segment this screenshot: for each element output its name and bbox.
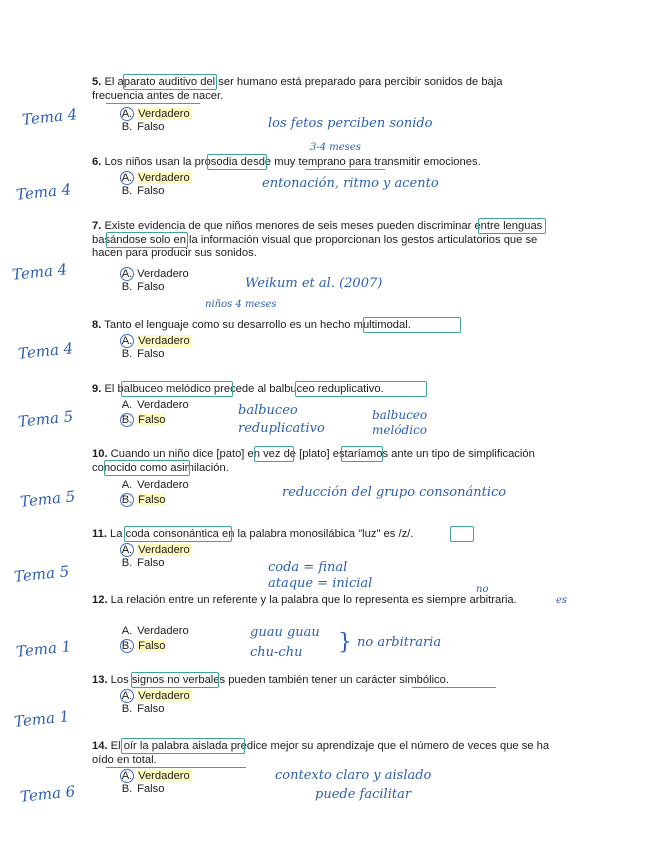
option-label: Verdadero (138, 335, 190, 347)
option-b[interactable] (120, 281, 164, 294)
option-label: Verdadero (137, 268, 189, 280)
question-number: 6. (92, 156, 102, 168)
question-text: Tanto el lenguaje como su desarrollo es un hecho multimodal. (104, 319, 411, 331)
option-label: Falso (137, 783, 165, 795)
option-label: Verdadero (138, 108, 190, 120)
option-b[interactable] (120, 413, 166, 427)
option-letter: A. (121, 108, 133, 120)
brace-icon: } (338, 630, 352, 655)
question-6 (92, 156, 554, 170)
handwritten-note: chu-chu (250, 645, 303, 660)
option-label: Verdadero (137, 479, 189, 491)
question-number: 12. (92, 594, 108, 606)
option-label: Verdadero (138, 172, 190, 184)
option-label: Falso (137, 185, 165, 197)
option-b[interactable] (120, 557, 164, 570)
handwritten-note: contexto claro y aislado (275, 768, 432, 783)
option-letter: A. (121, 399, 133, 411)
question-text: El aparato auditivo del ser humano está preparado para percibir sonidos de baja frecuencia antes de nacer. (92, 76, 503, 102)
question-number: 9. (92, 383, 102, 395)
option-label: Falso (137, 281, 165, 293)
tema-label: Tema 4 (21, 105, 78, 129)
tema-label: Tema 1 (13, 707, 70, 731)
question-number: 5. (92, 76, 102, 88)
question-9 (92, 383, 554, 397)
option-letter: B. (121, 783, 133, 795)
option-letter: B. (121, 121, 133, 133)
tema-label: Tema 5 (17, 407, 74, 431)
option-label: Falso (137, 557, 165, 569)
option-letter: A. (121, 690, 133, 702)
option-a[interactable] (120, 543, 191, 557)
question-number: 8. (92, 319, 102, 331)
option-label: Falso (138, 640, 166, 652)
handwritten-note: no arbitraria (357, 635, 442, 650)
option-a[interactable] (120, 107, 191, 121)
option-letter: A. (121, 268, 133, 280)
handwritten-note: balbuceo melódico (372, 408, 428, 437)
option-a[interactable] (120, 689, 191, 703)
handwritten-note: coda = final (268, 560, 348, 575)
handwritten-note: balbuceo reduplicativo (238, 403, 325, 436)
handwritten-note: puede facilitar (315, 787, 412, 802)
option-letter: A. (121, 335, 133, 347)
option-letter: B. (121, 703, 133, 715)
tema-label: Tema 1 (15, 637, 72, 661)
option-letter: B. (121, 557, 133, 569)
question-10 (92, 448, 554, 475)
question-text: La relación entre un referente y la palabra que lo representa es siempre arbitraria. (110, 594, 517, 606)
option-b[interactable] (120, 703, 164, 716)
option-a[interactable] (120, 625, 189, 638)
option-letter: A. (121, 172, 133, 184)
option-letter: B. (121, 281, 133, 293)
question-7 (92, 220, 554, 261)
option-b[interactable] (120, 493, 166, 507)
handwritten-note: Weikum et al. (2007) (245, 276, 383, 291)
question-number: 13. (92, 674, 108, 686)
option-label: Falso (137, 348, 165, 360)
handwritten-note: es (556, 595, 568, 606)
option-b[interactable] (120, 121, 164, 134)
handwritten-note: guau guau (250, 625, 320, 640)
tema-label: Tema 4 (17, 339, 74, 363)
option-letter: A. (121, 479, 133, 491)
tema-label: Tema 4 (15, 180, 72, 204)
question-8 (92, 319, 554, 333)
option-letter: A. (121, 544, 133, 556)
option-a[interactable] (120, 399, 189, 412)
option-a[interactable] (120, 334, 191, 348)
option-label: Falso (138, 494, 166, 506)
option-a[interactable] (120, 479, 189, 492)
option-b[interactable] (120, 783, 164, 796)
question-text: Existe evidencia de que niños menores de seis meses pueden discriminar entre lenguas basándose solo en la información visual que proporcionan los gestos articulatorios que se hacen para producir sus sonidos. (92, 220, 543, 259)
option-letter: B. (121, 494, 133, 506)
question-text: Cuando un niño dice [pato] en vez de [plato] estaríamos ante un tipo de simplificación conocido como asimilación. (92, 448, 535, 474)
question-text: El balbuceo melódico precede al balbuceo reduplicativo. (104, 383, 384, 395)
question-text: Los signos no verbales pueden también tener un carácter simbólico. (110, 674, 449, 686)
option-letter: B. (121, 414, 133, 426)
question-11 (92, 528, 554, 542)
question-number: 10. (92, 448, 108, 460)
question-number: 14. (92, 740, 108, 752)
question-text: La coda consonántica en la palabra monosilábica "luz" es /z/. (110, 528, 414, 540)
tema-label: Tema 5 (19, 487, 76, 511)
question-14 (92, 740, 554, 767)
option-label: Verdadero (137, 399, 189, 411)
question-text: El oír la palabra aislada predice mejor su aprendizaje que el número de veces que se ha oído en total. (92, 740, 550, 766)
handwritten-note: ataque = inicial (268, 576, 373, 591)
option-letter: A. (121, 770, 133, 782)
tema-label: Tema 4 (11, 260, 68, 284)
tema-label: Tema 5 (13, 562, 70, 586)
question-12 (92, 594, 554, 608)
question-13 (92, 674, 554, 688)
handwritten-note: 3-4 meses (310, 142, 361, 153)
option-letter: B. (121, 348, 133, 360)
option-b[interactable] (120, 185, 164, 198)
option-b[interactable] (120, 639, 166, 653)
option-letter: B. (121, 640, 133, 652)
option-letter: A. (121, 625, 133, 637)
option-a[interactable] (120, 171, 191, 185)
tema-label: Tema 6 (19, 782, 76, 806)
question-number: 11. (92, 528, 107, 540)
question-5 (92, 76, 554, 103)
option-label: Verdadero (137, 625, 189, 637)
handwritten-note: reducción del grupo consonántico (282, 485, 507, 500)
option-a[interactable] (120, 769, 191, 783)
option-label: Verdadero (138, 690, 190, 702)
option-label: Verdadero (138, 770, 190, 782)
option-label: Falso (137, 121, 165, 133)
handwritten-note: niños 4 meses (205, 299, 277, 310)
handwritten-note: los fetos perciben sonido (268, 116, 433, 131)
handwritten-note: no (476, 584, 489, 595)
option-a[interactable] (120, 267, 189, 281)
option-label: Verdadero (138, 544, 190, 556)
option-label: Falso (137, 703, 165, 715)
handwritten-note: entonación, ritmo y acento (262, 176, 439, 191)
option-label: Falso (138, 414, 166, 426)
option-b[interactable] (120, 348, 164, 361)
option-letter: B. (121, 185, 133, 197)
question-text: Los niños usan la prosodia desde muy temprano para transmitir emociones. (104, 156, 481, 168)
question-number: 7. (92, 220, 102, 232)
